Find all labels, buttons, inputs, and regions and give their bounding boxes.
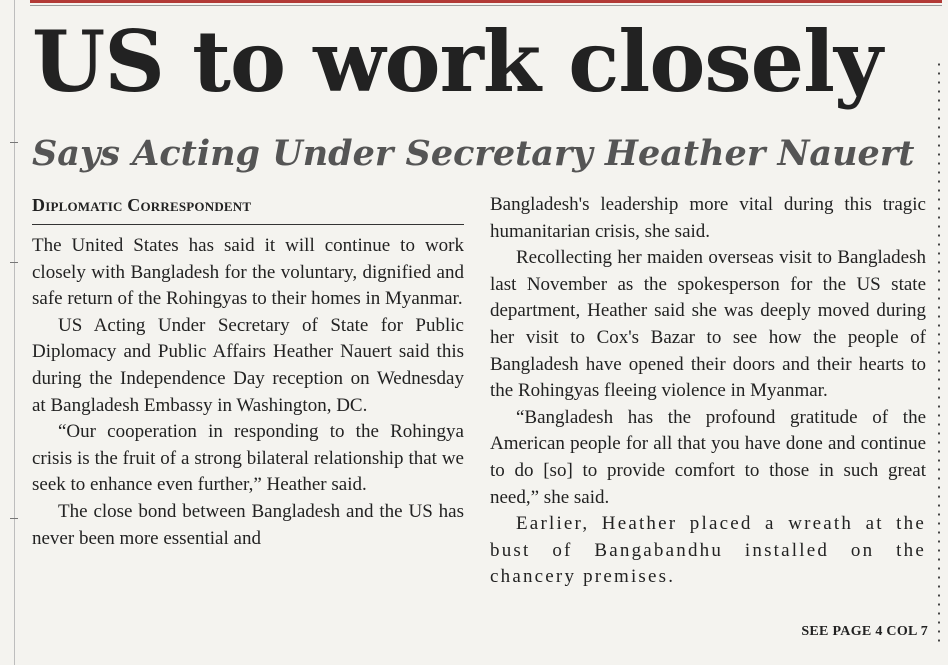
article-column-right (490, 192, 926, 591)
paragraph: “Bangladesh has the profound gratitude of the American people for all that you have done and continue to do [so] to provide comfort to those in such great need,” she said. (490, 406, 926, 508)
column-divider-tick (10, 142, 18, 143)
paragraph-split-start: The close bond between Bangladesh and the US has never been more essential and (32, 500, 464, 549)
column-divider-tick (10, 518, 18, 519)
paragraph: US Acting Under Secretary of State for Public Diplomacy and Public Affairs Heather Nauert said this during the Independence Day reception on Wednesday at Bangladesh Embassy in Washington, DC. (32, 314, 464, 416)
top-rule-thin (30, 5, 942, 6)
article-column-left (32, 233, 464, 552)
column-divider-dotted-right (938, 60, 940, 645)
byline-rule (32, 224, 464, 225)
paragraph: Earlier, Heather placed a wreath at the bust of Bangabandhu installed on the chancery premises. (490, 513, 926, 588)
top-rule (30, 0, 942, 3)
column-divider-tick (10, 262, 18, 263)
byline: Diplomatic Correspondent (32, 195, 252, 215)
headline: US to work closely (32, 12, 882, 111)
paragraph: “Our cooperation in responding to the Rohingya crisis is the fruit of a strong bilateral relationship that we seek to enhance even further,” Heather said. (32, 421, 464, 496)
continuation-line: SEE PAGE 4 COL 7 (801, 624, 928, 639)
paragraph: The United States has said it will continue to work closely with Bangladesh for the voluntary, dignified and safe return of the Rohingyas to their homes in Myanmar. (32, 235, 464, 310)
paragraph: Recollecting her maiden overseas visit to Bangladesh last November as the spokesperson for the US state department, Heather said she was deeply moved during her visit to Cox's Bazar to see how the people of Bangladesh have opened their doors and their hearts to the Rohingyas fleeing violence in Myanmar. (490, 247, 926, 402)
subheadline: Says Acting Under Secretary Heather Nauert (32, 133, 915, 174)
column-divider-left (14, 0, 15, 665)
paragraph-split-end: Bangladesh's leadership more vital during this tragic humanitarian crisis, she said. (490, 194, 926, 242)
